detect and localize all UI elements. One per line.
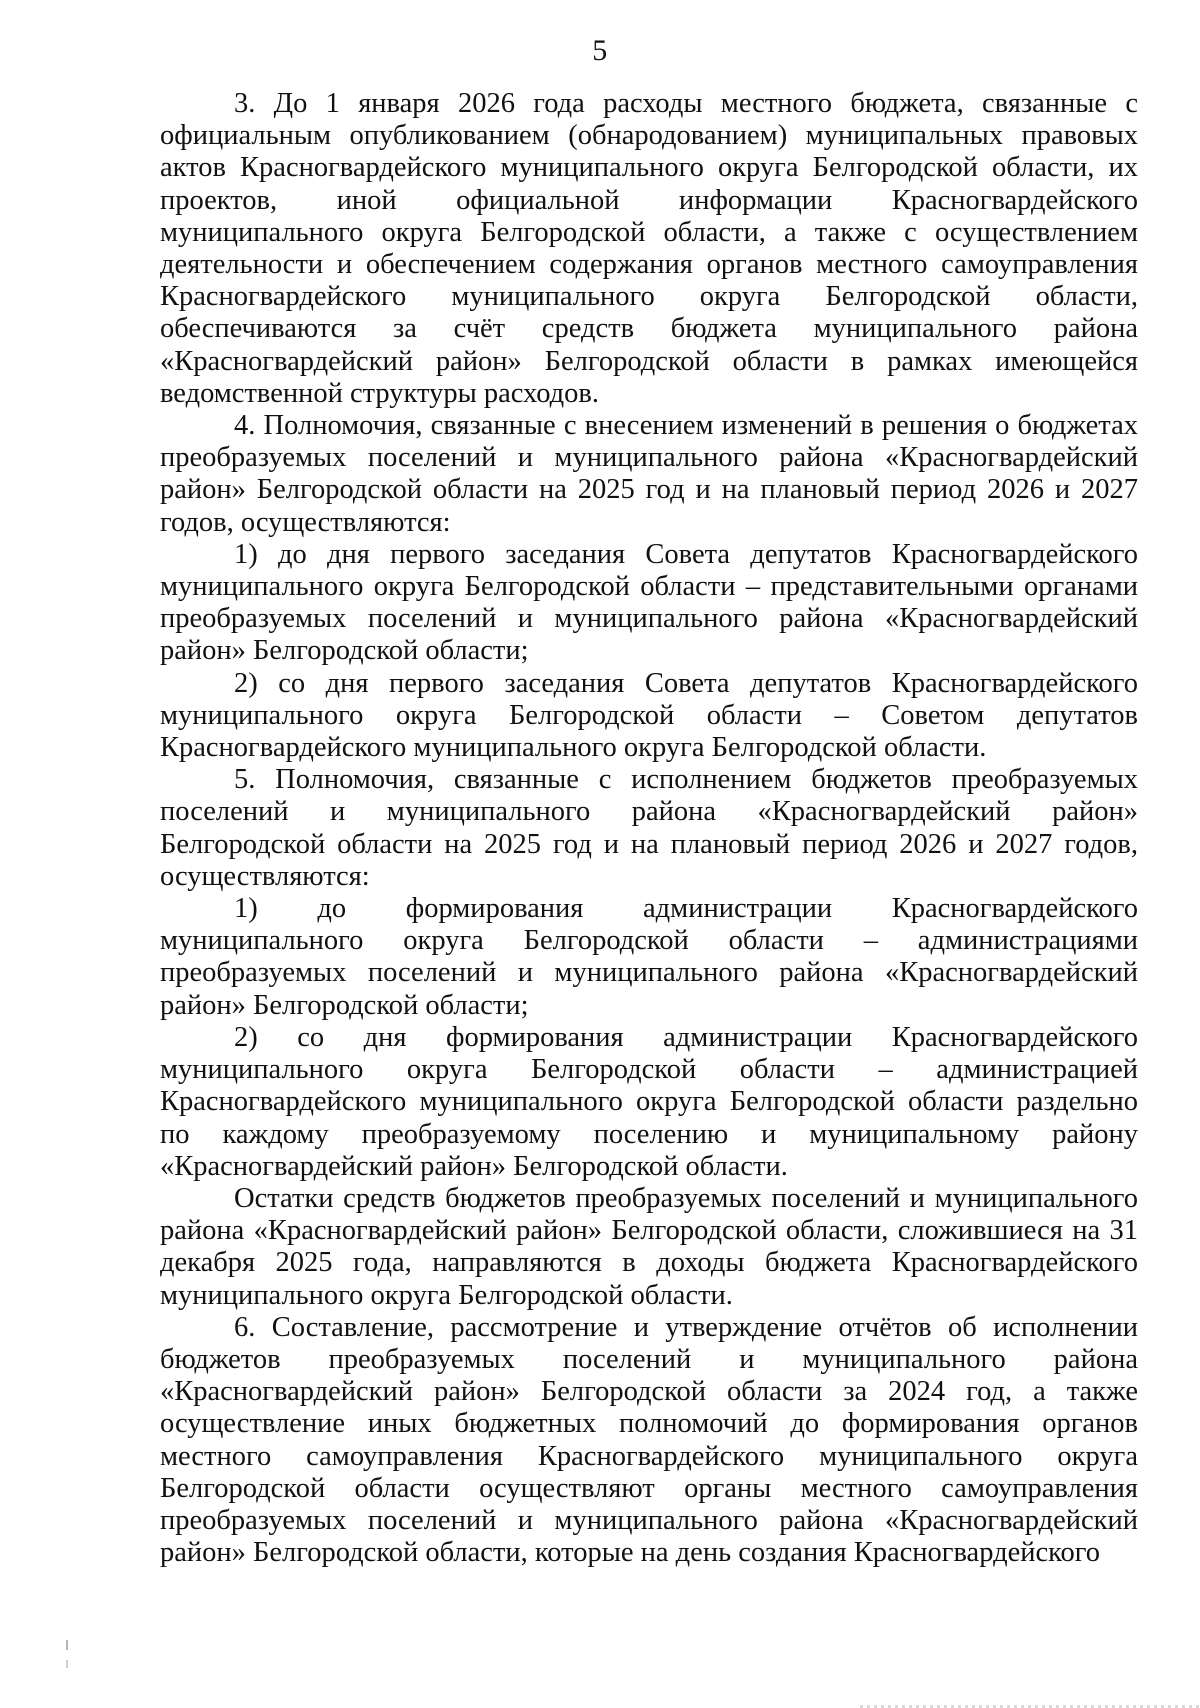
paragraph-clause-5-item-2: 2) со дня формирования администрации Красногвардейского муниципального округа Белгородской области – администрацией Красногвардейского муниципального округа Белгородской области раздельно по каждому преобразуемому поселению и муниципальному району «Красногвардейский район» Белгородской области. (160, 1021, 1138, 1182)
paragraph-clause-5-item-1: 1) до формирования администрации Красногвардейского муниципального округа Белгородской области – администрациями преобразуемых поселений и муниципального района «Красногвардейский район» Белгородской области; (160, 893, 1138, 1021)
scan-artifact-mark (66, 1640, 68, 1650)
paragraph-clause-5: 5. Полномочия, связанные с исполнением бюджетов преобразуемых поселений и муниципального района «Красногвардейский район» Белгородской области на 2025 год и на плановый период 2026 и 2027 годов, осуществляются: (160, 764, 1138, 892)
page-number: 5 (592, 34, 608, 67)
paragraph-clause-4: 4. Полномочия, связанные с внесением изменений в решения о бюджетах преобразуемых поселений и муниципального района «Красногвардейский район» Белгородской области на 2025 год и на плановый период 2026 и 2027 годов, осуществляются: (160, 410, 1138, 538)
scan-artifact-mark (66, 1660, 68, 1668)
paragraph-clause-6: 6. Составление, рассмотрение и утверждение отчётов об исполнении бюджетов преобразуемых поселений и муниципального района «Красногвардейский район» Белгородской области за 2024 год, а также осуществление иных бюджетных полномочий до формирования органов местного самоуправления Красногвардейского муниципального округа Белгородской области осуществляют органы местного самоуправления преобразуемых поселений и муниципального района «Красногвардейский район» Белгородской области, которые на день создания Красногвардейского (160, 1311, 1138, 1569)
paragraph-clause-3: 3. До 1 января 2026 года расходы местного бюджета, связанные с официальным опубликованием (обнародованием) муниципальных правовых актов Красногвардейского муниципального округа Белгородской области, их проектов, иной официальной информации Красногвардейского муниципального округа Белгородской области, а также с осуществлением деятельности и обеспечением содержания органов местного самоуправления Красногвардейского муниципального округа Белгородской области, обеспечиваются за счёт средств бюджета муниципального района «Красногвардейский район» Белгородской области в рамках имеющейся ведомственной структуры расходов. (160, 88, 1138, 409)
paragraph-clause-4-item-1: 1) до дня первого заседания Совета депутатов Красногвардейского муниципального округа Белгородской области – представительными органами преобразуемых поселений и муниципального района «Красногвардейский район» Белгородской области; (160, 538, 1138, 667)
document-body (160, 88, 1138, 1569)
paragraph-clause-4-item-2: 2) со дня первого заседания Совета депутатов Красногвардейского муниципального округа Белгородской области – Советом депутатов Красногвардейского муниципального округа Белгородской области. (160, 667, 1138, 764)
paragraph-budget-balances: Остатки средств бюджетов преобразуемых поселений и муниципального района «Красногвардейский район» Белгородской области, сложившиеся на 31 декабря 2025 года, направляются в доходы бюджета Красногвардейского муниципального округа Белгородской области. (160, 1182, 1138, 1311)
